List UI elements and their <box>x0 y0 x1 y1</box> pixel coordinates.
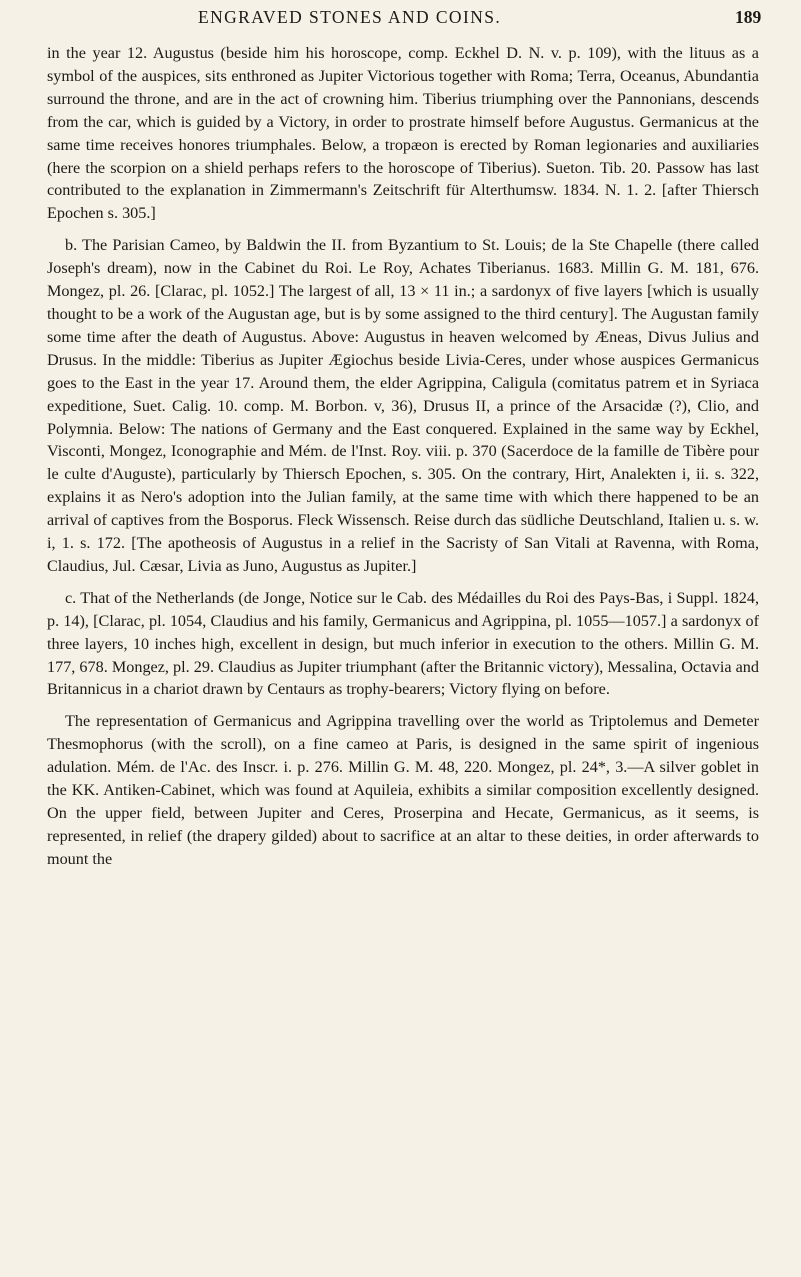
paragraph-germanicus-agrippina: The representation of Germanicus and Agrippina travelling over the world as Triptolemus and Demeter Thesmophorus (with the scroll), on a fine cameo at Paris, is designed in the same spirit of ingenious adulation. Mém. de l'Ac. des Inscr. i. p. 276. Millin G. M. 48, 220. Mongez, pl. 24*, 3.—A silver goblet in the KK. Antiken-Cabinet, which was found at Aquileia, exhibits a similar composition excellently designed. On the upper field, between Jupiter and Ceres, Proserpina and Hecate, Germanicus, as it seems, is represented, in relief (the drapery gilded) about to sacrifice at an altar to these deities, in order afterwards to mount the <box>47 712 759 868</box>
paragraph-continuation: in the year 12. Augustus (beside him his horoscope, comp. Eckhel D. N. v. p. 109), with the lituus as a symbol of the auspices, sits enthroned as Jupiter Victorious together with Roma; Terra, Oceanus, Abundantia surround the throne, and are in the act of crowning him. Tiberius triumphing over the Pannonians, descends from the car, which is guided by a Victory, in order to prostrate himself before Augustus. Germanicus at the same time receives honores triumphales. Below, a tropæon is erected by Roman legionaries and auxiliaries (here the scorpion on a shield perhaps refers to the horoscope of Tiberius). Sueton. Tib. 20. Passow has last contributed to the explanation in Zimmermann's Zeitschrift für Alterthumsw. 1834. N. 1. 2. [after Thiersch Epochen s. 305.] <box>47 44 759 223</box>
page-number: 189 <box>735 7 762 27</box>
running-head <box>0 7 801 33</box>
body-text <box>47 42 759 871</box>
paragraph-parisian-cameo: b. The Parisian Cameo, by Baldwin the II. from Byzantium to St. Louis; de la Ste Chapelle (there called Joseph's dream), now in the Cabinet du Roi. Le Roy, Achates Tiberianus. 1683. Millin G. M. 181, 676. Mongez, pl. 26. [Clarac, pl. 1052.] The largest of all, 13 × 11 in.; a sardonyx of five layers [which is usually thought to be a work of the Augustan age, but is by some assigned to the third century]. The Augustan family some time after the death of Augustus. Above: Augustus in heaven welcomed by Æneas, Divus Julius and Drusus. In the middle: Tiberius as Jupiter Ægiochus beside Livia-Ceres, under whose auspices Germanicus goes to the East in the year 17. Around them, the elder Agrippina, Caligula (comitatus patrem et in Syriaca expeditione, Suet. Calig. 10. comp. M. Borbon. v, 36), Drusus II, a prince of the Arsacidæ (?), Clio, and Polymnia. Below: The nations of Germany and the East conquered. Explained in the same way by Eckhel, Visconti, Mongez, Iconographie and Mém. de l'Inst. Roy. viii. p. 370 (Sacerdoce de la famille de Tibère pour le culte d'Auguste), particularly by Thiersch Epochen, s. 305. On the contrary, Hirt, Analekten i, ii. s. 322, explains it as Nero's adoption into the Julian family, at the same time with which there happened to be an arrival of captives from the Bosporus. Fleck Wissensch. Reise durch das südliche Deutschland, Italien u. s. w. i, 1. s. 172. [The apotheosis of Augustus in a relief in the Sacristy of San Vitali at Ravenna, with Roma, Claudius, Jul. Cæsar, Livia as Juno, Augustus as Jupiter.] <box>47 236 759 575</box>
paragraph-netherlands-cameo: c. That of the Netherlands (de Jonge, Notice sur le Cab. des Médailles du Roi des Pays-Bas, i Suppl. 1824, p. 14), [Clarac, pl. 1054, Claudius and his family, Germanicus and Agrippina, pl. 1055—1057.] a sardonyx of three layers, 10 inches high, excellent in design, but much inferior in execution to the others. Millin G. M. 177, 678. Mongez, pl. 29. Claudius as Jupiter triumphant (after the Britannic victory), Messalina, Octavia and Britannicus in a chariot drawn by Centaurs as trophy-bearers; Victory flying on before. <box>47 588 759 699</box>
running-title: ENGRAVED STONES AND COINS. <box>198 7 502 27</box>
